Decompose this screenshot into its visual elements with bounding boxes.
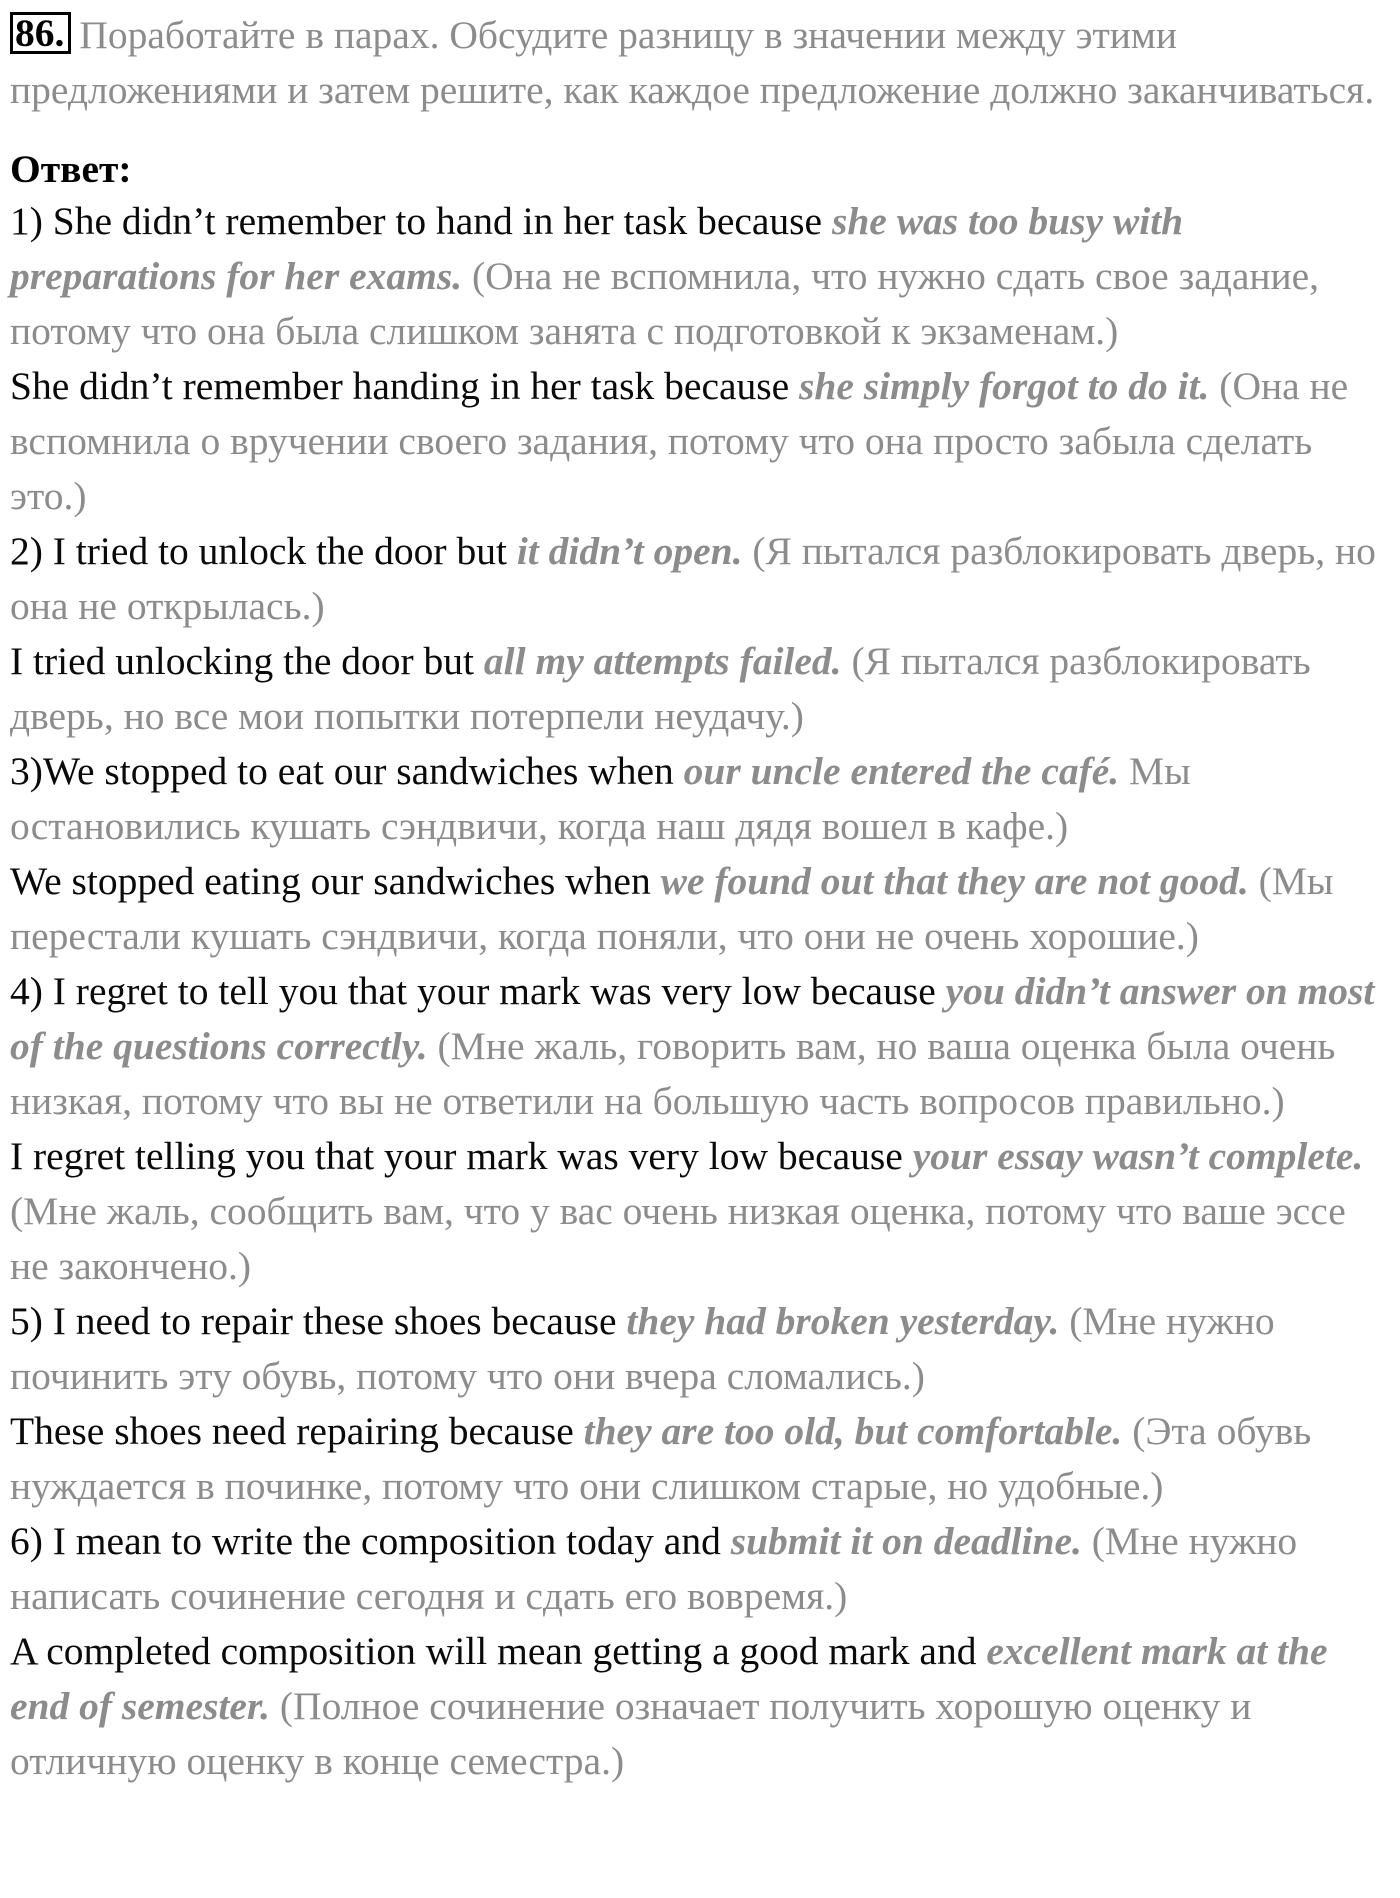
answer-item-4b bbox=[10, 1129, 1390, 1294]
translation: (Мне жаль, говорить вам, но ваша оценка была очень низкая, потому что вы не ответили на большую часть вопросов правильно.) bbox=[10, 1024, 1336, 1123]
answer-item-2b bbox=[10, 634, 1390, 744]
sentence: I tried unlocking the door but bbox=[10, 639, 484, 683]
sentence-ending: all my attempts failed. bbox=[483, 639, 842, 683]
answer-list bbox=[10, 194, 1390, 1789]
sentence: 5) I need to repair these shoes because bbox=[10, 1299, 627, 1343]
answer-item-1b bbox=[10, 359, 1390, 524]
sentence-ending: your essay wasn’t complete. bbox=[912, 1134, 1364, 1178]
sentence-ending: you didn’t answer on most of the questions correctly. bbox=[10, 969, 1375, 1068]
sentence: 1) She didn’t remember to hand in her task because bbox=[10, 199, 832, 243]
answer-item-5b bbox=[10, 1404, 1390, 1514]
sentence: These shoes need repairing because bbox=[10, 1409, 584, 1453]
sentence-ending: excellent mark at the end of semester. bbox=[10, 1629, 1328, 1728]
exercise-number: 86. bbox=[10, 12, 71, 54]
sentence-ending: they had broken yesterday. bbox=[626, 1299, 1060, 1343]
answer-item-6b bbox=[10, 1624, 1390, 1789]
exercise-instruction: Поработайте в парах. Обсудите разницу в значении между этими предложениями и затем решите, как каждое предложение должно заканчиваться. bbox=[10, 13, 1375, 112]
translation: (Я пытался разблокировать дверь, но она не открылась.) bbox=[10, 529, 1376, 628]
translation: (Полное сочинение означает получить хорошую оценку и отличную оценку в конце семестра.) bbox=[10, 1684, 1252, 1783]
answer-item-6a bbox=[10, 1514, 1390, 1624]
sentence: We stopped eating our sandwiches when bbox=[10, 859, 661, 903]
sentence-ending: they are too old, but comfortable. bbox=[583, 1409, 1123, 1453]
answer-item-1a bbox=[10, 194, 1390, 359]
sentence: 4) I regret to tell you that your mark was very low because bbox=[10, 969, 946, 1013]
translation: (Мы перестали кушать сэндвичи, когда поняли, что они не очень хорошие.) bbox=[10, 859, 1334, 958]
translation: Мы остановились кушать сэндвичи, когда наш дядя вошел в кафе.) bbox=[10, 749, 1191, 848]
sentence: A completed composition will mean getting a good mark and bbox=[10, 1629, 987, 1673]
answer-item-5a bbox=[10, 1294, 1390, 1404]
sentence-ending: submit it on deadline. bbox=[730, 1519, 1082, 1563]
sentence: 2) I tried to unlock the door but bbox=[10, 529, 517, 573]
sentence-ending: she was too busy with preparations for her exams. bbox=[10, 199, 1184, 298]
sentence-ending: it didn’t open. bbox=[516, 529, 743, 573]
sentence: 6) I mean to write the composition today and bbox=[10, 1519, 731, 1563]
document-page bbox=[10, 8, 1390, 1789]
translation: (Мне жаль, сообщить вам, что у вас очень низкая оценка, потому что ваше эссе не закончено.) bbox=[10, 1189, 1346, 1288]
answer-label: Ответ: bbox=[10, 147, 132, 191]
translation: (Она не вспомнила о вручении своего задания, потому что она просто забыла сделать это.) bbox=[10, 364, 1349, 518]
translation: (Я пытался разблокировать дверь, но все мои попытки потерпели неудачу.) bbox=[10, 639, 1311, 738]
translation: (Эта обувь нуждается в починке, потому что они слишком старые, но удобные.) bbox=[10, 1409, 1312, 1508]
translation: (Она не вспомнила, что нужно сдать свое задание, потому что она была слишком занята с подготовкой к экзаменам.) bbox=[10, 254, 1320, 353]
exercise-heading bbox=[10, 8, 1390, 118]
sentence: 3)We stopped to eat our sandwiches when bbox=[10, 749, 684, 793]
answer-item-3b bbox=[10, 854, 1390, 964]
answer-item-4a bbox=[10, 964, 1390, 1129]
sentence-ending: we found out that they are not good. bbox=[660, 859, 1249, 903]
answer-item-3a bbox=[10, 744, 1390, 854]
sentence-ending: she simply forgot to do it. bbox=[799, 364, 1210, 408]
translation: (Мне нужно починить эту обувь, потому что они вчера сломались.) bbox=[10, 1299, 1275, 1398]
sentence-ending: our uncle entered the café. bbox=[683, 749, 1120, 793]
sentence: She didn’t remember handing in her task because bbox=[10, 364, 800, 408]
answer-item-2a bbox=[10, 524, 1390, 634]
sentence: I regret telling you that your mark was very low because bbox=[10, 1134, 913, 1178]
translation: (Мне нужно написать сочинение сегодня и сдать его вовремя.) bbox=[10, 1519, 1298, 1618]
